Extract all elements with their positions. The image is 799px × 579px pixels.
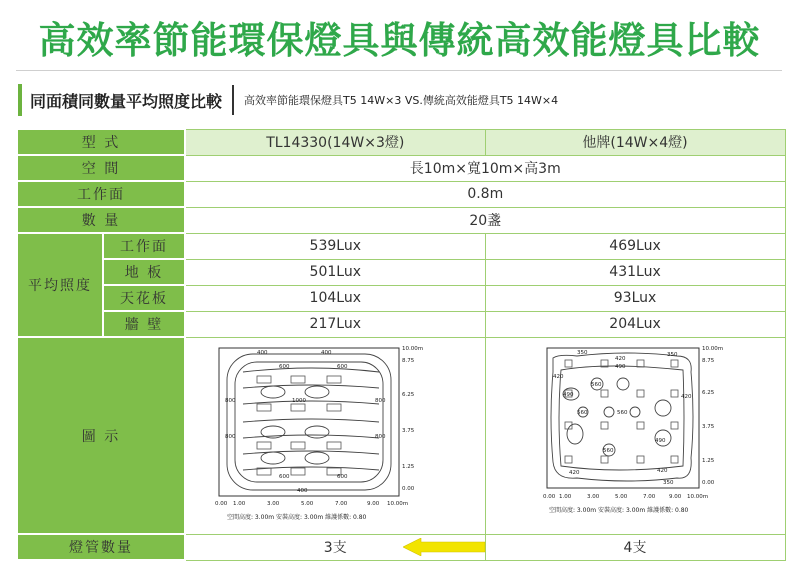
y-tick: 10.00m — [702, 345, 724, 352]
value-avg-workplane-other: 469Lux — [485, 233, 785, 259]
contour-label: 350 — [577, 349, 588, 356]
y-tick: 6.25 — [402, 391, 415, 398]
contour-label: 350 — [663, 479, 674, 486]
value-avg-ceiling-ours: 104Lux — [185, 285, 485, 311]
y-tick: 1.25 — [702, 457, 715, 464]
contour-label: 420 — [615, 355, 626, 362]
contour-label: 800 — [375, 433, 386, 440]
label-tube-count: 燈管數量 — [17, 534, 185, 560]
contour-label: 600 — [337, 363, 348, 370]
label-space: 空 間 — [17, 155, 185, 181]
row-tubes — [17, 534, 785, 560]
contour-label: 560 — [617, 409, 628, 416]
y-tick: 3.75 — [702, 423, 715, 430]
contour-label: 350 — [667, 351, 678, 358]
row-avg-floor — [17, 259, 785, 285]
x-tick: 5.00 — [615, 493, 628, 500]
x-tick: 1.00 — [233, 500, 246, 507]
row-avg-workplane — [17, 233, 785, 259]
value-avg-wall-other: 204Lux — [485, 311, 785, 337]
contour-label: 560 — [577, 409, 588, 416]
y-axis-ticks — [702, 346, 723, 486]
diagram-cell-ours — [185, 337, 485, 534]
y-tick: 0.00 — [702, 479, 715, 486]
value-tube-count-ours — [185, 534, 485, 560]
x-tick: 7.00 — [643, 493, 656, 500]
row-avg-wall — [17, 311, 785, 337]
contour-label: 400 — [257, 349, 268, 356]
y-tick: 8.75 — [402, 357, 415, 364]
contour-label: 800 — [225, 397, 236, 404]
y-tick: 6.25 — [702, 389, 715, 396]
y-tick: 1.25 — [402, 463, 415, 470]
plot-footer: 空間高度: 3.00m 安裝高度: 3.00m 維護係數: 0.80 — [549, 506, 689, 514]
page-title: 高效率節能環保燈具與傳統高效能燈具比較 — [38, 19, 761, 62]
isolux-plot-ours — [187, 338, 483, 530]
contour-label: 600 — [279, 473, 290, 480]
tube-count-ours-text: 3支 — [323, 540, 347, 556]
value-tube-count-other: 4支 — [485, 534, 785, 560]
value-avg-floor-other: 431Lux — [485, 259, 785, 285]
value-avg-ceiling-other: 93Lux — [485, 285, 785, 311]
arrow-left-icon — [403, 538, 487, 556]
value-space: 長10m×寬10m×高3m — [185, 155, 785, 181]
x-tick: 7.00 — [335, 500, 348, 507]
contour-label: 420 — [657, 467, 668, 474]
x-axis-ticks — [215, 501, 408, 507]
x-tick: 9.00 — [367, 500, 380, 507]
contour-label: 490 — [615, 363, 626, 370]
x-tick: 0.00 — [543, 493, 556, 500]
comparison-table — [16, 128, 786, 561]
contour-label: 490 — [563, 391, 574, 398]
contour-label: 560 — [603, 447, 614, 454]
value-avg-workplane-ours: 539Lux — [185, 233, 485, 259]
contour-label: 600 — [279, 363, 290, 370]
label-diagram: 圖 示 — [17, 337, 185, 534]
plot-footer: 空間高度: 3.00m 安裝高度: 3.00m 維護係數: 0.80 — [227, 513, 367, 521]
value-avg-wall-ours: 217Lux — [185, 311, 485, 337]
contour-label: 420 — [681, 393, 692, 400]
header-product-other: 他牌(14W×4燈) — [485, 129, 785, 155]
section-subtitle: 高效率節能環保燈具T5 14W×3 VS.傳統高效能燈具T5 14W×4 — [244, 94, 559, 107]
contour-label: 800 — [375, 397, 386, 404]
y-tick: 3.75 — [402, 427, 415, 434]
x-axis-ticks — [543, 494, 708, 500]
section-accent-bar — [18, 84, 22, 116]
row-quantity — [17, 207, 785, 233]
label-avg-wall: 牆 壁 — [103, 311, 185, 337]
contour-label: 420 — [569, 469, 580, 476]
section-title: 同面積同數量平均照度比較 — [30, 91, 223, 111]
label-workplane: 工作面 — [17, 181, 185, 207]
x-tick: 1.00 — [559, 493, 572, 500]
contour-label: 400 — [297, 487, 308, 494]
x-tick: 10.00m — [687, 493, 709, 500]
x-tick: 3.00 — [267, 500, 280, 507]
contour-label: 400 — [321, 349, 332, 356]
label-type: 型 式 — [17, 129, 185, 155]
x-tick: 10.00m — [387, 500, 409, 507]
row-type — [17, 129, 785, 155]
title-divider — [16, 70, 782, 71]
section-divider — [232, 85, 234, 115]
value-avg-floor-ours: 501Lux — [185, 259, 485, 285]
y-axis-ticks — [402, 346, 423, 492]
x-tick: 3.00 — [587, 493, 600, 500]
y-tick: 0.00 — [402, 485, 415, 492]
contour-label: 800 — [225, 433, 236, 440]
row-avg-ceiling — [17, 285, 785, 311]
contour-label: 420 — [553, 373, 564, 380]
y-tick: 8.75 — [702, 357, 715, 364]
y-tick: 10.00m — [402, 345, 424, 352]
label-quantity: 數 量 — [17, 207, 185, 233]
value-quantity: 20盞 — [185, 207, 785, 233]
label-avg-ceiling: 天花板 — [103, 285, 185, 311]
header-product-ours: TL14330(14W×3燈) — [185, 129, 485, 155]
row-diagram — [17, 337, 785, 534]
contour-label: 600 — [337, 473, 348, 480]
label-avg-workplane: 工作面 — [103, 233, 185, 259]
isolux-plot-other — [487, 338, 783, 530]
label-avg-illuminance: 平均照度 — [17, 233, 103, 337]
x-tick: 5.00 — [301, 500, 314, 507]
contour-label: 560 — [591, 381, 602, 388]
x-tick: 0.00 — [215, 500, 228, 507]
diagram-cell-other — [485, 337, 785, 534]
row-workplane — [17, 181, 785, 207]
x-tick: 9.00 — [669, 493, 682, 500]
contour-label: 490 — [655, 437, 666, 444]
value-workplane: 0.8m — [185, 181, 785, 207]
section-header — [18, 84, 558, 116]
row-space — [17, 155, 785, 181]
label-avg-floor: 地 板 — [103, 259, 185, 285]
contour-label: 1000 — [292, 397, 307, 404]
